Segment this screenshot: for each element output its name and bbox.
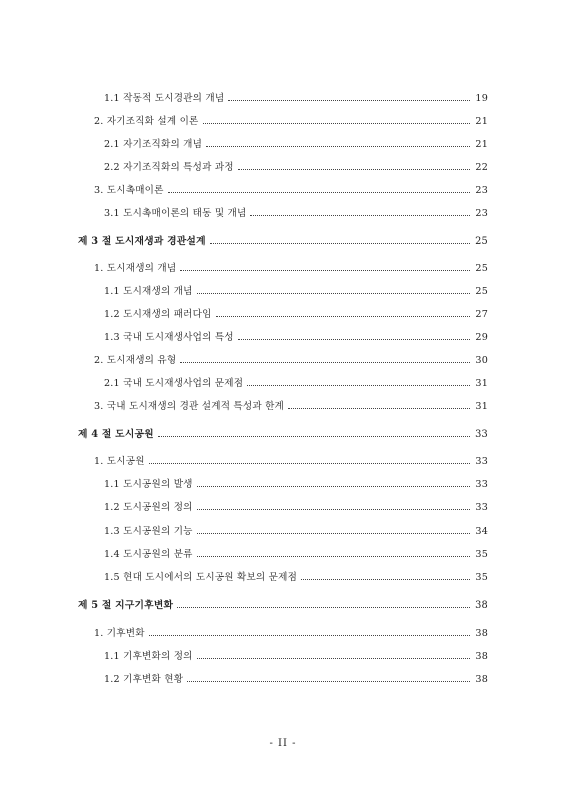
toc-entry-page: 29 [475,332,488,343]
toc-leader-dots [210,243,470,244]
toc-leader-dots [197,486,471,487]
toc-entry-page: 19 [475,93,488,104]
toc-entry-page: 35 [475,549,488,560]
toc-entry-page: 38 [475,674,488,685]
toc-entry[interactable] [94,626,488,642]
toc-entry-label: 1.2 도시재생의 패러다임 [104,309,212,320]
toc-leader-dots [149,463,471,464]
toc-entry-label: 1.4 도시공원의 분류 [104,549,193,560]
toc-entry-page: 31 [475,378,488,389]
toc-entry[interactable] [104,307,488,323]
toc-entry-page: 25 [475,263,488,274]
toc-entry-label: 1.1 작동적 도시경관의 개념 [104,93,225,104]
toc-entry-label: 2. 자기조직화 설계 이론 [94,116,199,127]
toc-leader-dots [197,658,471,659]
toc-entry[interactable] [94,114,488,130]
toc-entry[interactable] [104,284,488,300]
page-number: - II - [269,738,297,749]
toc-entry-label: 1.1 도시재생의 개념 [104,286,193,297]
toc-entry-page: 22 [475,162,488,173]
toc-entry-page: 25 [475,286,488,297]
toc-section-page: 33 [475,429,488,440]
toc-entry[interactable] [94,261,488,277]
toc-entry[interactable] [104,524,488,540]
toc-leader-dots [158,436,470,437]
toc-entry[interactable] [94,399,488,415]
toc-leader-dots [197,509,471,510]
toc-entry[interactable] [104,547,488,563]
toc-section-page: 25 [475,236,488,247]
toc-entry-label: 1. 도시공원 [94,456,145,467]
toc-entry-label: 3. 국내 도시재생의 경관 설계적 특성과 한계 [94,401,284,412]
toc-entry-page: 31 [475,401,488,412]
toc-leader-dots [247,385,470,386]
toc-entry-page: 23 [475,185,488,196]
toc-entry[interactable] [104,477,488,493]
toc-entry[interactable] [94,183,488,199]
toc-entry-page: 21 [475,139,488,150]
toc-entry[interactable] [104,91,488,107]
toc-entry-page: 21 [475,116,488,127]
toc-leader-dots [250,215,470,216]
toc-entry[interactable] [104,570,488,586]
toc-leader-dots [238,169,471,170]
toc-leader-dots [228,100,470,101]
toc-entry-label: 1. 기후변화 [94,628,145,639]
toc-leader-dots [180,270,470,271]
toc-section-entry[interactable] [78,234,488,250]
toc-entry-label: 1.2 기후변화 현황 [104,674,184,685]
toc-entry-page: 33 [475,502,488,513]
toc-entry-page: 23 [475,208,488,219]
toc-entry[interactable] [94,353,488,369]
toc-leader-dots [301,579,470,580]
toc-entry-page: 30 [475,355,488,366]
toc-entry-label: 1. 도시재생의 개념 [94,263,177,274]
toc-section-entry[interactable] [78,598,488,614]
toc-entry-label: 3.1 도시촉매이론의 태동 및 개념 [104,208,247,219]
toc-entry-page: 33 [475,479,488,490]
toc-entry-page: 33 [475,456,488,467]
toc-section-entry[interactable] [78,427,488,443]
toc-entry[interactable] [104,137,488,153]
toc-entry-label: 1.1 도시공원의 발생 [104,479,193,490]
toc-entry[interactable] [104,160,488,176]
toc-entry-label: 2.1 자기조직화의 개념 [104,139,203,150]
toc-entry[interactable] [104,330,488,346]
toc-section-label: 제 5 절 지구기후변화 [78,600,174,611]
toc-entry-label: 2.2 자기조직화의 특성과 과정 [104,162,234,173]
toc-entry-label: 1.5 현대 도시에서의 도시공원 확보의 문제점 [104,572,298,583]
toc-entry-label: 3. 도시촉매이론 [94,185,164,196]
toc-leader-dots [187,681,470,682]
toc-leader-dots [177,607,470,608]
toc-leader-dots [197,556,471,557]
toc-entry-label: 1.3 국내 도시재생사업의 특성 [104,332,234,343]
toc-leader-dots [180,362,470,363]
toc-entry[interactable] [104,672,488,688]
toc-entry-label: 2. 도시재생의 유형 [94,355,177,366]
toc-leader-dots [238,339,471,340]
toc-entry[interactable] [94,454,488,470]
toc-entry-page: 38 [475,651,488,662]
toc-leader-dots [206,146,470,147]
toc-section-label: 제 3 절 도시재생과 경관설계 [78,236,206,247]
toc-leader-dots [216,316,471,317]
toc-leader-dots [168,192,471,193]
toc-leader-dots [288,408,470,409]
toc-entry-page: 35 [475,572,488,583]
toc-section-label: 제 4 절 도시공원 [78,429,154,440]
toc-entry[interactable] [104,376,488,392]
toc-leader-dots [149,635,471,636]
toc-entry[interactable] [104,206,488,222]
toc-leader-dots [197,533,471,534]
toc-entry-page: 38 [475,628,488,639]
toc-entry-label: 1.3 도시공원의 기능 [104,526,193,537]
toc-leader-dots [203,123,471,124]
toc-entry-page: 34 [475,526,488,537]
toc-entry-label: 2.1 국내 도시재생사업의 문제점 [104,378,244,389]
toc-entry-label: 1.2 도시공원의 정의 [104,502,193,513]
toc-entry-label: 1.1 기후변화의 정의 [104,651,193,662]
toc-section-page: 38 [475,600,488,611]
toc-entry-page: 27 [475,309,488,320]
toc-entry[interactable] [104,500,488,516]
toc-leader-dots [197,293,471,294]
toc-entry[interactable] [104,649,488,665]
